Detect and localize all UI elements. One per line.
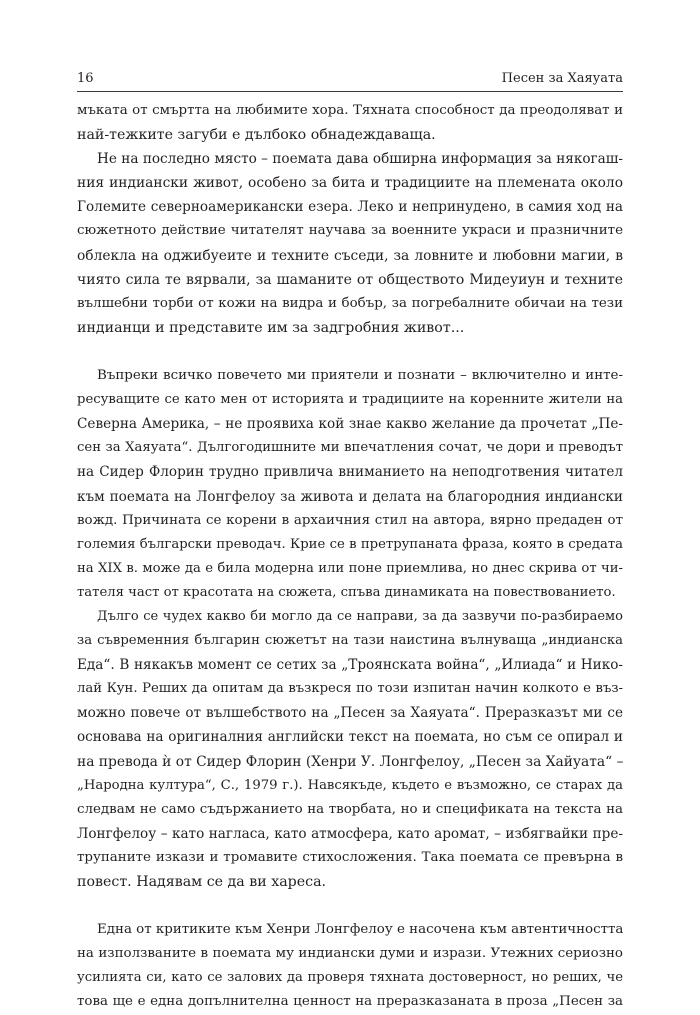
paragraph — [77, 147, 623, 340]
text-line: ния индиански живот, особено за бита и традициите на племената около — [77, 175, 623, 192]
paragraph — [77, 364, 623, 605]
text-line: облекла на оджибуеите и техните съседи, за ловните и любовни магии, в — [77, 247, 623, 264]
text-line: Въпреки всичко повечето ми приятели и познати – включително и инте- — [97, 368, 623, 384]
text-line: към поемата на Лонгфелоу за живота и делата на благородния индиански — [77, 488, 623, 505]
text-line: индианци и представите им за задгробния живот... — [77, 319, 465, 336]
text-line: сен за Хаяуата“. Дългогодишните ми впечатления сочат, че дори и преводът — [77, 440, 623, 456]
text-line: лай Кун. Реших да опитам да възкреся по този изпитан начин колкото е въз- — [77, 681, 623, 697]
text-line: следвам не само съдържанието на творбата, но и спецификата на текста на — [77, 801, 623, 817]
text-line: Лонгфелоу – като нагласа, като атмосфера, като аромат, – избягвайки пре- — [77, 825, 623, 842]
paragraph — [77, 918, 623, 1014]
text-line: Дълго се чудех какво би могло да се направи, за да зазвучи по-разбираемо — [97, 608, 623, 624]
text-line: на използваните в поемата му индиански думи и изрази. Утежних сериозно — [77, 946, 623, 962]
text-line: основава на оригиналния английски текст на поемата, но съм се опирал и — [77, 729, 623, 746]
text-line: мъката от смъртта на любимите хора. Тяхната способност да преодоляват и — [77, 103, 623, 118]
header-rule — [77, 91, 623, 92]
page-body — [77, 99, 623, 1015]
text-line: „Народна култура“, С., 1979 г.). Навсякъде, където е възможно, се старах да — [77, 777, 623, 793]
text-line: на Сидер Флорин трудно привлича вниманието на неподготвения читател — [77, 464, 623, 481]
text-line: това ще е една допълнителна ценност на преразказаната в проза „Песен за — [77, 994, 623, 1010]
running-header — [77, 66, 623, 92]
text-line: сюжетното действие читателят научава за военните украси и празничните — [77, 223, 623, 239]
text-line: можно повече от вълшебството на „Песен за Хаяуата“. Преразказът ми се — [77, 705, 623, 722]
text-line: Северна Америка, – не проявиха кой знае какво желание да прочетат „Пе- — [77, 416, 623, 433]
text-line: на XIX в. може да е била модерна или поне приемлива, но днес скрива от чи- — [77, 560, 623, 576]
text-line: Не на последно място – поемата дава обширна информация за някогаш- — [97, 151, 623, 168]
text-line: Големите северноамерикански езера. Леко и непринудено, в самия ход на — [77, 199, 623, 216]
text-line: най-тежките загуби е дълбоко обнадеждаваща. — [77, 127, 436, 144]
running-title: Песен за Хаяуата — [501, 71, 623, 86]
text-line: вълшебни торби от кожи на видра и бобър, за погребалните обичаи на тези — [77, 295, 623, 311]
text-line: ресуващите се като мен от историята и традициите на коренните жители на — [77, 392, 623, 408]
text-line: за съвременния българин сюжетът на тази наистина вълнуваща „индианска — [77, 633, 623, 649]
text-line: Еда“. В някакъв момент се сетих за „Троянската война“, „Илиада“ и Никo- — [77, 657, 623, 674]
text-line: Една от критиките към Хенри Лонгфелоу е насочена към автентичността — [97, 922, 624, 938]
text-line: трупаните изкази и тромавите стихосложения. Така поемата се превърна в — [77, 849, 623, 865]
paragraph — [77, 605, 623, 894]
text-line: големия български преводач. Крие се в претрупаната фраза, която в средата — [77, 536, 623, 552]
text-line: чиято сила те вярвали, за шаманите от обществото Мидеуиун и техните — [77, 271, 623, 288]
page-number: 16 — [77, 71, 94, 86]
text-line: повест. Надявам се да ви хареса. — [77, 874, 327, 890]
paragraph — [77, 99, 623, 147]
section-break — [77, 894, 623, 918]
section-break — [77, 340, 623, 364]
text-line: на превода ѝ от Сидер Флорин (Хенри У. Лонгфелоу, „Песен за Хайуата“ – — [77, 753, 624, 770]
text-line: тателя част от красотата на сюжета, спъва динамиката на повествованието. — [77, 584, 616, 600]
text-line: усилията си, като се залових да проверя тяхната достоверност, но реших, че — [77, 970, 623, 986]
text-line: вожд. Причината се корени в архаичния стил на автора, вярно предаден от — [77, 512, 623, 528]
